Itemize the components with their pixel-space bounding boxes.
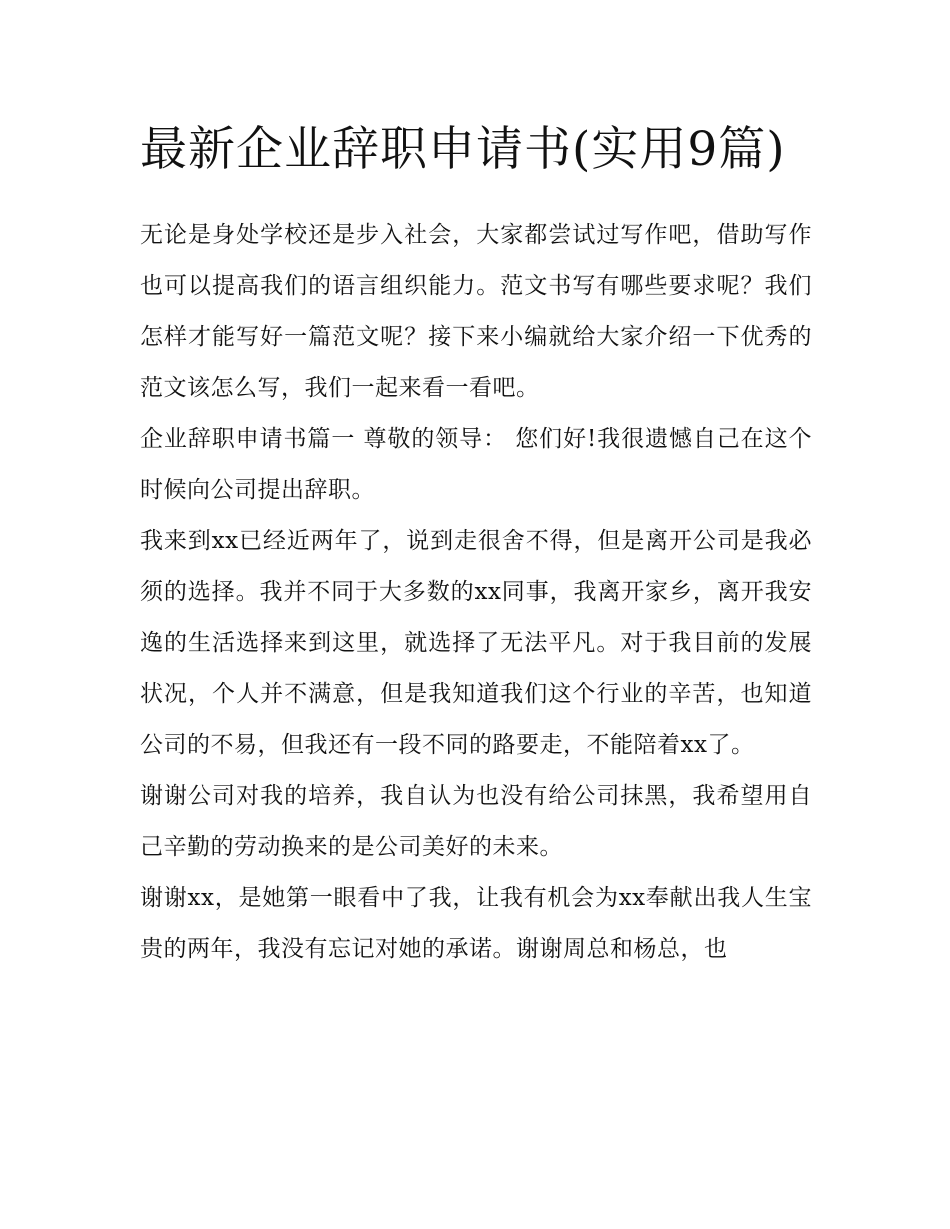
document-content (140, 112, 812, 975)
paragraph-body-3: 谢谢xx，是她第一眼看中了我，让我有机会为xx奉献出我人生宝贵的两年，我没有忘记对她的承诺。谢谢周总和杨总，也 (140, 885, 812, 962)
document-title: 最新企业辞职申请书(实用9篇) (140, 122, 786, 177)
paragraph-body-2: 谢谢公司对我的培养，我自认为也没有给公司抹黑，我希望用自己辛勤的劳动换来的是公司美好的未来。 (140, 783, 812, 860)
paragraph-body-1: 我来到xx已经近两年了，说到走很舍不得，但是离开公司是我必须的选择。我并不同于大多数的xx同事，我离开家乡，离开我安逸的生活选择来到这里，就选择了无法平凡。对于我目前的发展状况，个人并不满意，但是我知道我们这个行业的辛苦，也知道公司的不易，但我还有一段不同的路要走，不能陪着xx了。 (140, 528, 812, 758)
paragraph-intro: 无论是身处学校还是步入社会，大家都尝试过写作吧，借助写作也可以提高我们的语言组织能力。范文书写有哪些要求呢？我们怎样才能写好一篇范文呢？接下来小编就给大家介绍一下优秀的范文该怎么写，我们一起来看一看吧。 (140, 222, 812, 401)
paragraph-salutation: 企业辞职申请书篇一 尊敬的领导： 您们好!我很遗憾自己在这个时候向公司提出辞职。 (140, 426, 812, 503)
